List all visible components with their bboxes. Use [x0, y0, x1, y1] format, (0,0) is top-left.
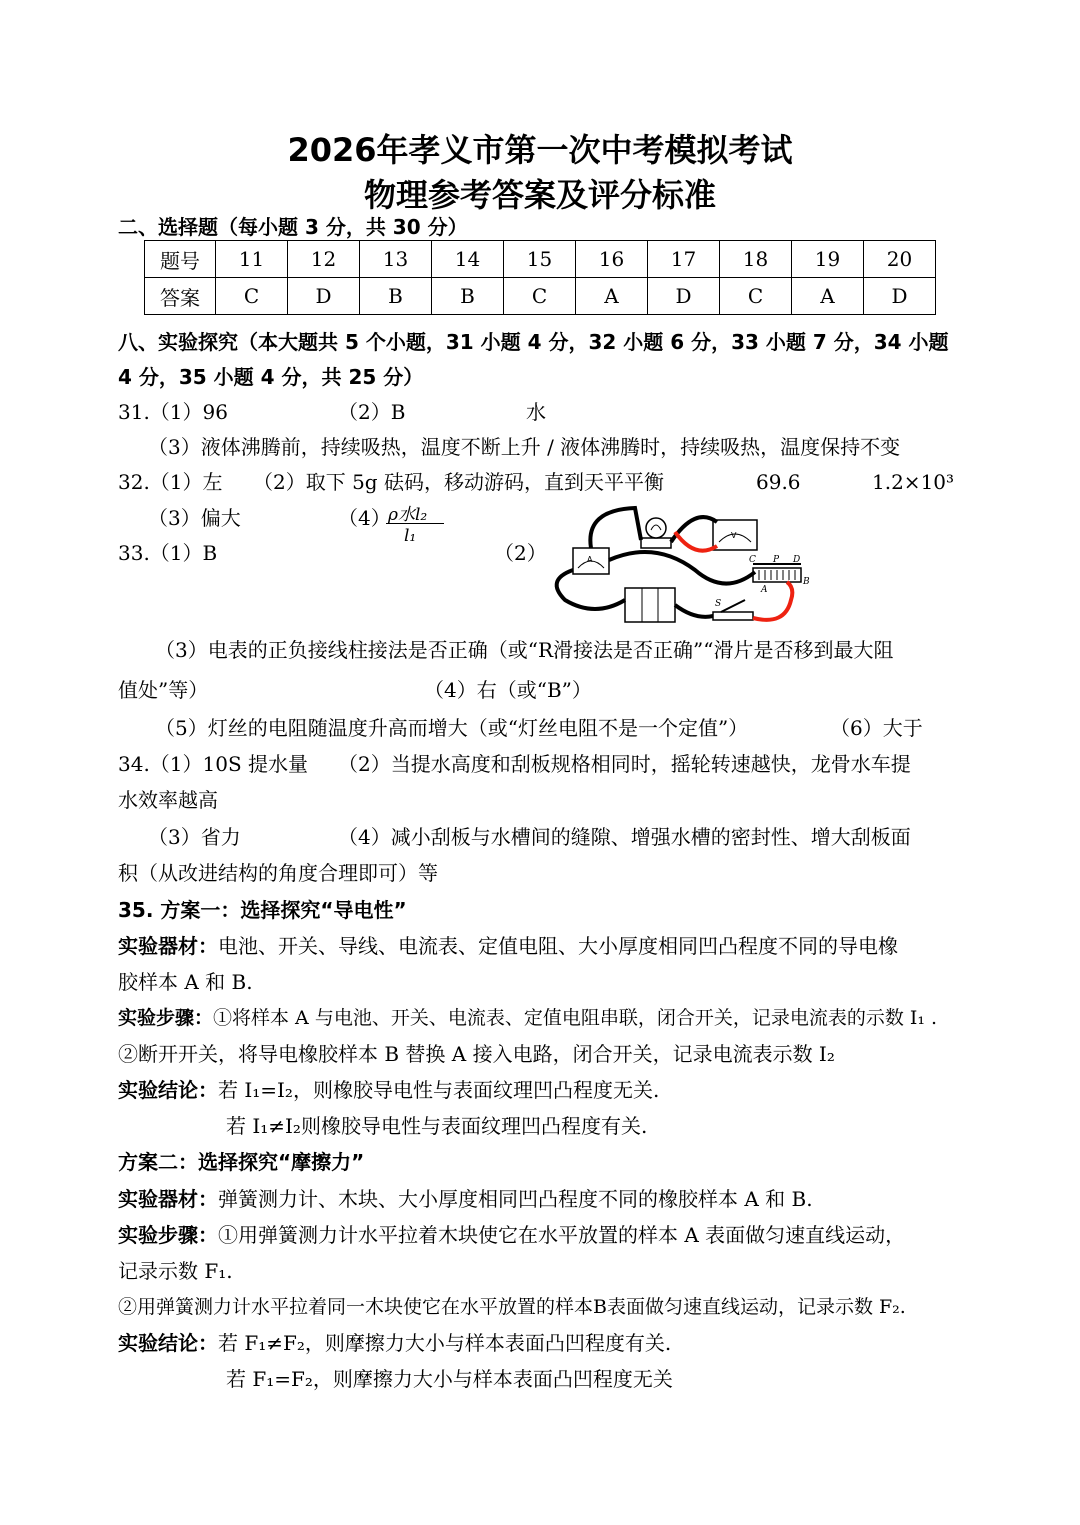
plan2-conclusion-cont: 若 F₁=F₂，则摩擦力大小与样本表面凸凹程度无关: [226, 1367, 673, 1391]
conclusion-text: 若 F₁≠F₂，则摩擦力大小与样本表面凸凹程度有关.: [218, 1331, 672, 1355]
q31-part2-answer: 水: [526, 400, 546, 424]
plan1-equipment-cont: 胶样本 A 和 B.: [118, 970, 253, 994]
q33-part3-cont: 值处”等）: [118, 678, 209, 702]
q33-part6: （6）大于: [830, 716, 923, 740]
terminal-d-label: D: [793, 555, 801, 565]
equipment-text: 弹簧测力计、木块、大小厚度相同凹凸程度不同的橡胶样本 A 和 B.: [218, 1187, 813, 1211]
table-cell: 15: [504, 241, 576, 278]
table-cell: D: [288, 278, 360, 315]
table-cell: 14: [432, 241, 504, 278]
q32-part4: （4）: [338, 506, 391, 530]
terminal-b-label: B: [803, 577, 810, 587]
steps-label: 实验步骤：: [118, 1007, 214, 1029]
q32-fraction-numerator: ρ水l₂: [388, 505, 428, 525]
plan2-heading: 方案二：选择探究“摩擦力”: [118, 1150, 365, 1174]
section8-heading: 八、实验探究（本大题共 5 个小题，31 小题 4 分，32 小题 6 分，33 小题 7 分，34 小题: [118, 330, 949, 354]
switch-s-label: S: [715, 599, 722, 609]
q31-part2: （2）B: [338, 400, 406, 424]
q32-part3: （3）偏大: [148, 506, 241, 530]
q34-part3: （3）省力: [148, 825, 241, 849]
conclusion-label: 实验结论：: [118, 1331, 218, 1355]
table-cell: B: [432, 278, 504, 315]
table-cell: C: [720, 278, 792, 315]
q35-plan1-heading: 35. 方案一：选择探究“导电性”: [118, 898, 407, 922]
q33-part5: （5）灯丝的电阻随温度升高而增大（或“灯丝电阻不是一个定值”）: [155, 716, 749, 740]
plan2-steps-step2: ②用弹簧测力计水平拉着同一木块使它在水平放置的样本B表面做匀速直线运动，记录示数 F₂.: [118, 1296, 906, 1318]
q33-part2: （2）: [494, 541, 547, 565]
circuit-diagram: [545, 500, 815, 630]
plan2-conclusion: [118, 1331, 671, 1355]
page-title: 2026年孝义市第一次中考模拟考试: [287, 131, 793, 169]
table-row-label: 题号: [145, 241, 216, 278]
q32-part1: 32.（1）左: [118, 470, 223, 494]
q32-density: 1.2×10³: [872, 470, 955, 494]
terminal-c-label: C: [749, 555, 756, 565]
steps-text: ①用弹簧测力计水平拉着木块使它在水平放置的样本 A 表面做匀速直线运动，: [218, 1223, 906, 1247]
q31-part3: （3）液体沸腾前，持续吸热，温度不断上升 / 液体沸腾时，持续吸热，温度保持不变: [148, 435, 901, 459]
table-cell: 19: [792, 241, 864, 278]
table-cell: A: [576, 278, 648, 315]
table-cell: C: [504, 278, 576, 315]
plan1-conclusion: [118, 1078, 659, 1102]
ammeter-icon: [573, 548, 609, 574]
fraction-bar: [386, 523, 444, 524]
switch-icon: [713, 599, 753, 620]
rheostat-icon: [749, 555, 810, 595]
plan1-steps: [118, 1006, 937, 1030]
plan2-equipment: [118, 1187, 813, 1211]
q34-part4-cont: 积（从改进结构的角度合理即可）等: [118, 861, 438, 885]
plan1-conclusion-cont: 若 I₁≠I₂则橡胶导电性与表面纹理凹凸程度有关.: [226, 1114, 648, 1138]
q33-part1: 33.（1）B: [118, 541, 218, 565]
plan2-steps: [118, 1223, 905, 1247]
q31-part1: 31.（1）96: [118, 400, 228, 424]
table-row-numbers: [145, 241, 936, 278]
svg-text:V: V: [731, 531, 737, 540]
terminal-a-label: A: [761, 585, 768, 595]
terminal-p-label: P: [773, 555, 780, 565]
table-cell: D: [648, 278, 720, 315]
table-cell: D: [864, 278, 936, 315]
conclusion-label: 实验结论：: [118, 1078, 218, 1102]
steps-label: 实验步骤：: [118, 1223, 218, 1247]
table-cell: 18: [720, 241, 792, 278]
table-cell: A: [792, 278, 864, 315]
table-cell: 17: [648, 241, 720, 278]
lamp-icon: [641, 518, 671, 548]
table-cell: B: [360, 278, 432, 315]
section2-heading: 二、选择题（每小题 3 分，共 30 分）: [118, 215, 468, 239]
svg-text:A: A: [587, 555, 593, 564]
q34-part2-cont: 水效率越高: [118, 788, 218, 812]
q34-part4: （4）减小刮板与水槽间的缝隙、增强水槽的密封性、增大刮板面: [338, 825, 911, 849]
equipment-label: 实验器材：: [118, 1187, 218, 1211]
q33-part3: （3）电表的正负接线柱接法是否正确（或“R滑接法是否正确”“滑片是否移到最大阻: [155, 638, 894, 662]
battery-icon: [625, 588, 675, 622]
plan2-steps-cont: 记录示数 F₁.: [118, 1259, 233, 1283]
answer-table: [144, 240, 936, 315]
q32-part2: （2）取下 5g 砝码，移动游码，直到天平平衡: [253, 470, 664, 494]
table-cell: 13: [360, 241, 432, 278]
q34-part2: （2）当提水高度和刮板规格相同时，摇轮转速越快，龙骨水车提: [338, 752, 911, 776]
table-cell: 16: [576, 241, 648, 278]
q32-fraction-denominator: l₁: [404, 526, 417, 546]
plan1-equipment: [118, 934, 898, 958]
table-cell: 12: [288, 241, 360, 278]
table-row-answers: [145, 278, 936, 315]
table-cell: 11: [216, 241, 288, 278]
voltmeter-icon: [713, 520, 757, 550]
q34-part1: 34.（1）10S 提水量: [118, 752, 309, 776]
plan1-steps-cont: ②断开开关，将导电橡胶样本 B 替换 A 接入电路，闭合开关，记录电流表示数 I₂: [118, 1042, 835, 1066]
equipment-text: 电池、开关、导线、电流表、定值电阻、大小厚度相同凹凸程度不同的导电橡: [218, 934, 898, 958]
table-cell: C: [216, 278, 288, 315]
conclusion-text: 若 I₁=I₂，则橡胶导电性与表面纹理凹凸程度无关.: [218, 1078, 660, 1102]
page-subtitle: 物理参考答案及评分标准: [363, 176, 716, 214]
table-row-label: 答案: [145, 278, 216, 315]
q32-mass: 69.6: [756, 470, 801, 494]
equipment-label: 实验器材：: [118, 934, 218, 958]
section8-heading-cont: 4 分，35 小题 4 分，共 25 分）: [118, 365, 424, 389]
steps-text: ①将样本 A 与电池、开关、电流表、定值电阻串联，闭合开关，记录电流表的示数 I₁ .: [213, 1007, 938, 1029]
q33-part4: （4）右（或“B”）: [424, 678, 592, 702]
table-cell: 20: [864, 241, 936, 278]
